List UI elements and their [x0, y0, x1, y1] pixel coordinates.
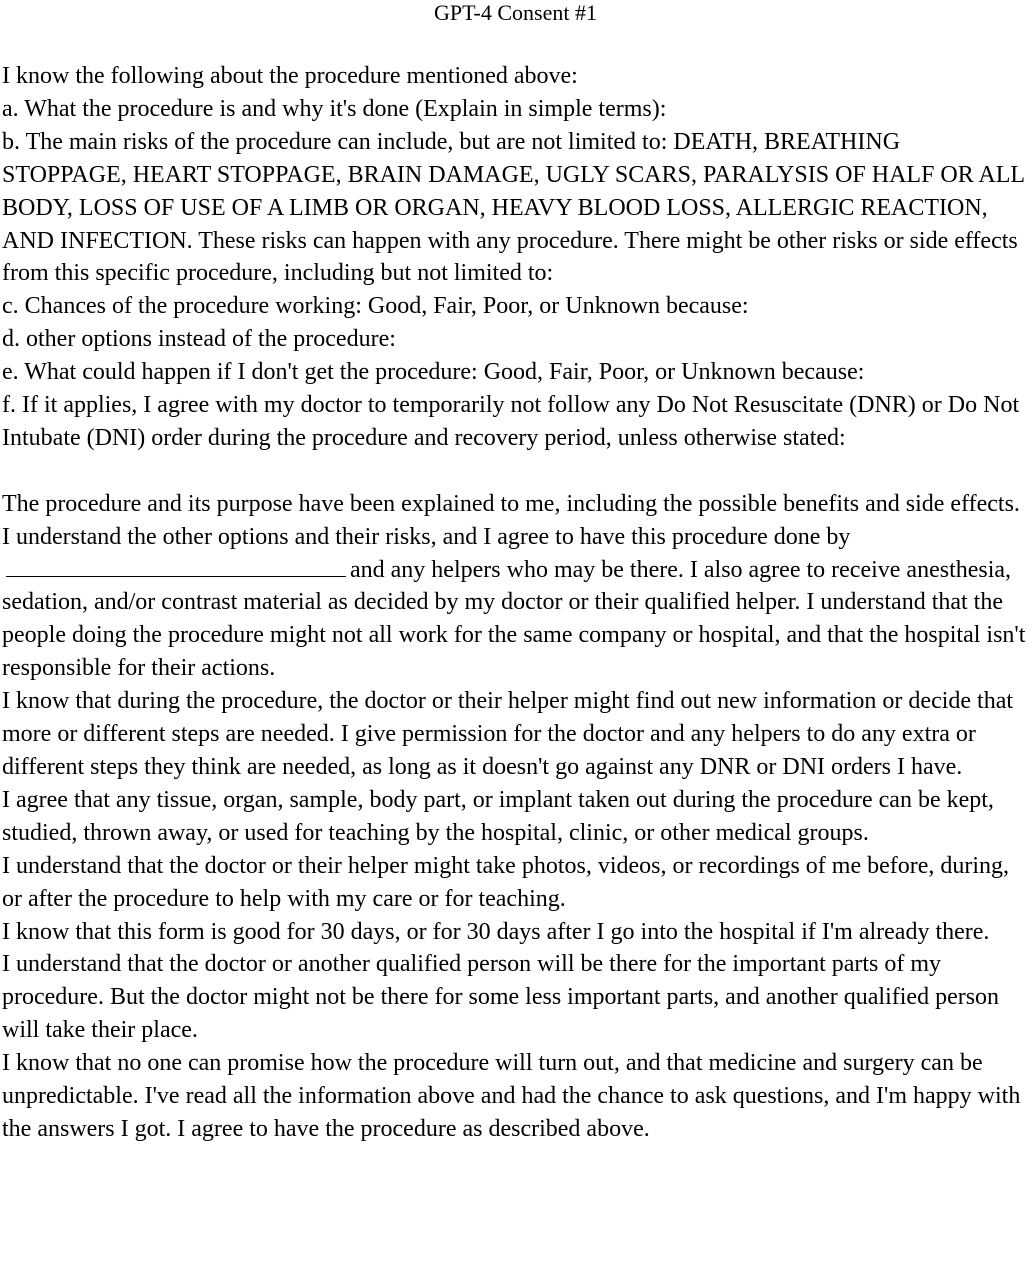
paragraph-gap [2, 455, 1029, 488]
item-e-no-procedure: e. What could happen if I don't get the procedure: Good, Fair, Poor, or Unknown because: [2, 359, 865, 386]
new-information-paragraph: I know that during the procedure, the doctor or their helper might find out new information or decide that more or different steps are needed. I give permission for the doctor and any helpers to do any extra or different steps they think are needed, as long as it doesn't go against any DNR or DNI orders I have. [2, 688, 1014, 781]
consent-paragraph [2, 488, 1029, 685]
item-d-options: d. other options instead of the procedure: [2, 326, 396, 353]
item-b-risks: b. The main risks of the procedure can include, but are not limited to: DEATH, BREATHING STOPPAGE, HEART STOPPAGE, BRAIN DAMAGE, UGLY SCARS, PARALYSIS OF HALF OR ALL BODY, LOSS OF USE OF A LIMB OR ORGAN, HEAVY BLOOD LOSS, ALLERGIC REACTION, AND INFECTION. These risks can happen with any procedure. There might be other risks or side effects from this specific procedure, including but not limited to: [2, 128, 1025, 287]
item-c-chances: c. Chances of the procedure working: Good, Fair, Poor, or Unknown because: [2, 293, 749, 320]
performer-name-blank[interactable] [6, 554, 346, 577]
doctor-presence-paragraph: I understand that the doctor or another qualified person will be there for the important parts of my procedure. But the doctor might not be there for some less important parts, and another qualified person will take their place. [2, 951, 1000, 1044]
photos-paragraph: I understand that the doctor or their helper might take photos, videos, or recordings of me before, during, or after the procedure to help with my care or for teaching. [2, 852, 1010, 912]
document-title: GPT-4 Consent #1 [434, 0, 597, 25]
tissue-paragraph: I agree that any tissue, organ, sample, body part, or implant taken out during the procedure can be kept, studied, thrown away, or used for teaching by the hospital, clinic, or other medical groups. [2, 786, 994, 846]
consent-text-part2: and any helpers who may be there. I also agree to receive anesthesia, sedation, and/or contrast material as decided by my doctor or their qualified helper. I understand that the people doing the procedure might not all work for the same company or hospital, and that the hospital isn't responsible for their actions. [2, 556, 1026, 682]
item-a: a. What the procedure is and why it's done (Explain in simple terms): [2, 95, 667, 122]
intro-line: I know the following about the procedure mentioned above: [2, 63, 578, 89]
final-agreement-paragraph: I know that no one can promise how the procedure will turn out, and that medicine and surgery can be unpredictable. I've read all the information above and had the chance to ask questions, and I'm happy with the answers I got. I agree to have the procedure as described above. [2, 1050, 1021, 1142]
consent-text-part1: The procedure and its purpose have been explained to me, including the possible benefits and side effects. I understand the other options and their risks, and I agree to have this procedure done by [2, 490, 1020, 550]
title-spacer [2, 26, 1029, 60]
item-f-dnr: f. If it applies, I agree with my doctor to temporarily not follow any Do Not Resuscitate (DNR) or Do Not Intubate (DNI) order during the procedure and recovery period, unless otherwise stated: [2, 392, 1020, 451]
validity-paragraph: I know that this form is good for 30 days, or for 30 days after I go into the hospital if I'm already there. [2, 918, 990, 945]
